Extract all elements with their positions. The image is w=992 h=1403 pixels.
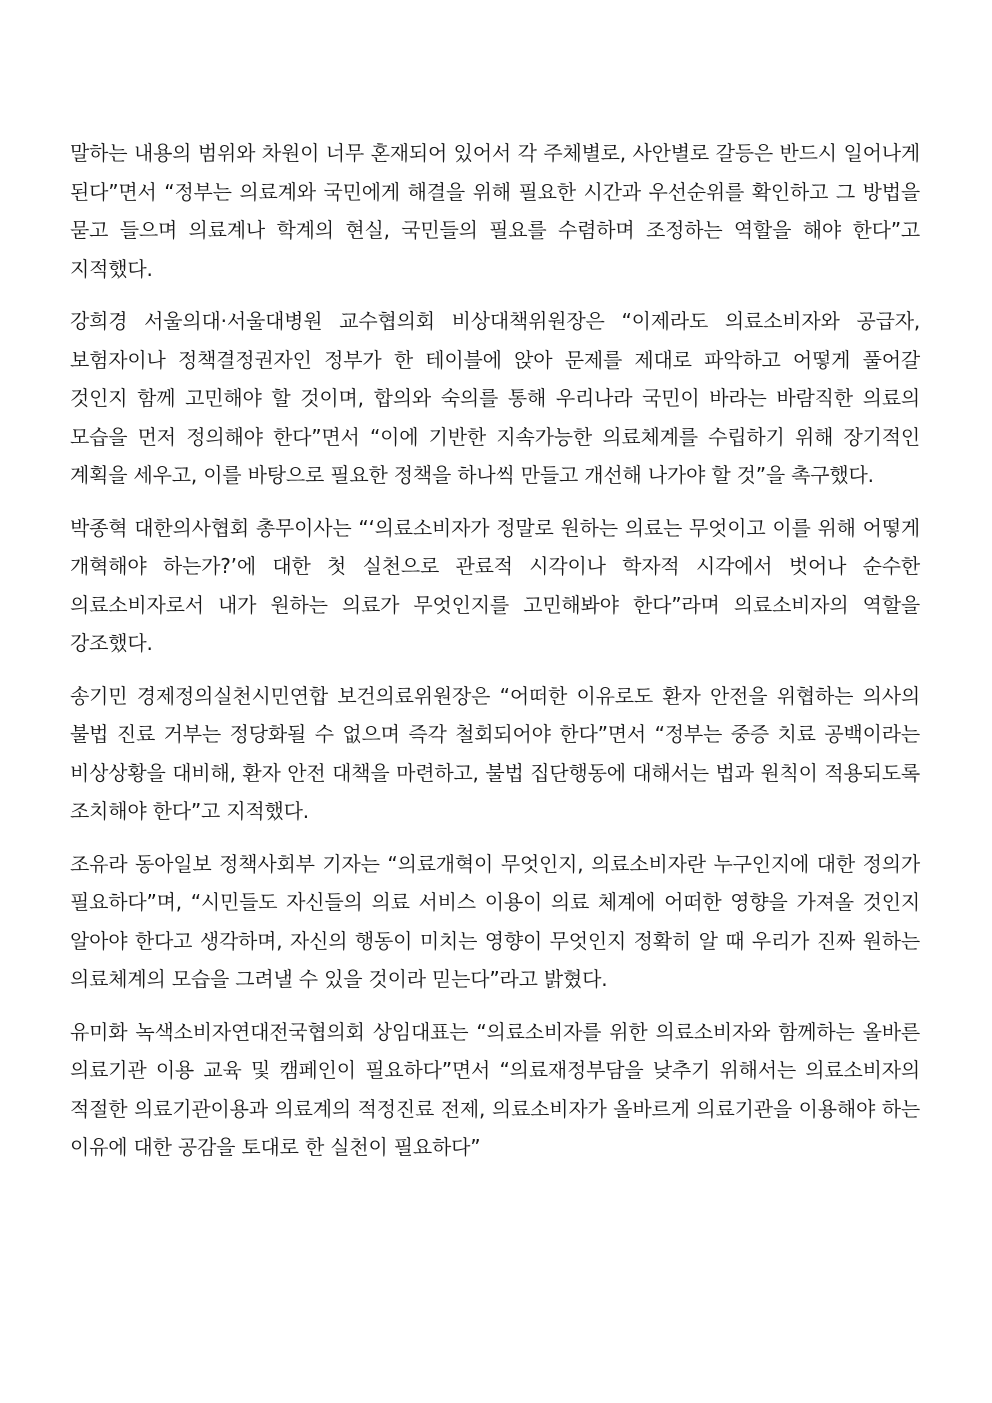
paragraph-2: 강희경 서울의대·서울대병원 교수협의회 비상대책위원장은 “이제라도 의료소비자와 공급자, 보험자이나 정책결정권자인 정부가 한 테이블에 앉아 문제를 제대로 파악하고 어떻게 풀어갈 것인지 함께 고민해야 할 것이며, 합의와 숙의를 통해 우리나라 국민이 바라는 바람직한 의료의 모습을 먼저 정의해야 한다”면서 “이에 기반한 지속가능한 의료체계를 수립하기 위해 장기적인 계획을 세우고, 이를 바탕으로 필요한 정책을 하나씩 만들고 개선해 나가야 할 것”을 촉구했다. (70, 309, 920, 487)
paragraph-5: 조유라 동아일보 정책사회부 기자는 “의료개혁이 무엇인지, 의료소비자란 누구인지에 대한 정의가 필요하다”며, “시민들도 자신들의 의료 서비스 이용이 의료 체계에 어떠한 영향을 가져올 것인지 알아야 한다고 생각하며, 자신의 행동이 미치는 영향이 무엇인지 정확히 알 때 우리가 진짜 원하는 의료체계의 모습을 그려낼 수 있을 것이라 믿는다”라고 밝혔다. (70, 851, 920, 991)
paragraph-1: 말하는 내용의 범위와 차원이 너무 혼재되어 있어서 각 주체별로, 사안별로 갈등은 반드시 일어나게 된다”면서 “정부는 의료계와 국민에게 해결을 위해 필요한 시간과 우선순위를 확인하고 그 방법을 묻고 들으며 의료계나 학계의 현실, 국민들의 필요를 수렴하며 조정하는 역할을 해야 한다”고 지적했다. (70, 141, 920, 281)
paragraph-4: 송기민 경제정의실천시민연합 보건의료위원장은 “어떠한 이유로도 환자 안전을 위협하는 의사의 불법 진료 거부는 정당화될 수 없으며 즉각 철회되어야 한다”면서 “정부는 중증 치료 공백이라는 비상상황을 대비해, 환자 안전 대책을 마련하고, 불법 집단행동에 대해서는 법과 원칙이 적용되도록 조치해야 한다”고 지적했다. (70, 683, 920, 823)
document-body (70, 134, 920, 1181)
paragraph-3: 박종혁 대한의사협회 총무이사는 “‘의료소비자가 정말로 원하는 의료는 무엇이고 이를 위해 어떻게 개혁해야 하는가?’에 대한 첫 실천으로 관료적 시각이나 학자적 시각에서 벗어나 순수한 의료소비자로서 내가 원하는 의료가 무엇인지를 고민해봐야 한다”라며 의료소비자의 역할을 강조했다. (70, 515, 920, 655)
paragraph-6: 유미화 녹색소비자연대전국협의회 상임대표는 “의료소비자를 위한 의료소비자와 함께하는 올바른 의료기관 이용 교육 및 캠페인이 필요하다”면서 “의료재정부담을 낮추기 위해서는 의료소비자의 적절한 의료기관이용과 의료계의 적정진료 전제, 의료소비자가 올바르게 의료기관을 이용해야 하는 이유에 대한 공감을 토대로 한 실천이 필요하다” (70, 1019, 920, 1159)
